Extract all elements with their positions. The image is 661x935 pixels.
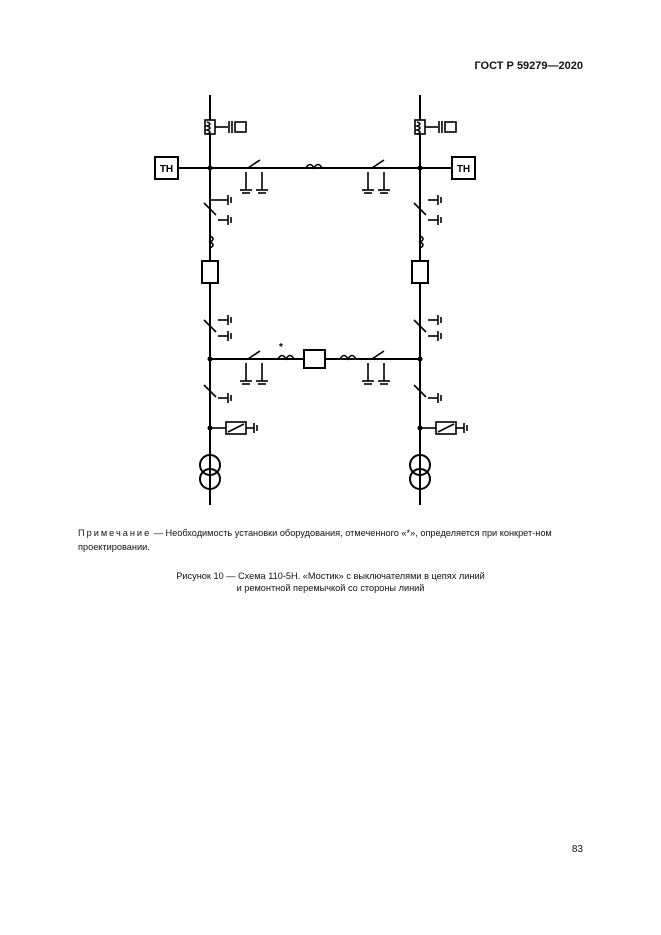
asterisk-mark: *: [279, 342, 283, 353]
vt-right-label: ТН: [456, 164, 471, 175]
note-paragraph: [78, 526, 583, 554]
breaker-right: [412, 261, 428, 283]
hf-filter-left: [235, 122, 246, 132]
repair-jumper-breaker: [304, 350, 325, 368]
document-header: ГОСТ Р 59279—2020: [474, 60, 583, 72]
vt-left-label: ТН: [159, 164, 174, 175]
note-text: — Необходимость установки оборудования, отмеченного «*», определяется при конкрет-ном проектировании.: [78, 528, 552, 552]
page-number: 83: [571, 844, 583, 855]
caption-line-2: и ремонтной перемычкой со стороны линий: [236, 582, 425, 593]
note-lead: Примечание: [78, 528, 152, 538]
figure-caption: [0, 571, 661, 594]
caption-line-1: Рисунок 10 — Схема 110-5Н. «Мостик» с выключателями в цепях линий: [176, 571, 485, 581]
hf-filter-right: [445, 122, 456, 132]
breaker-left: [202, 261, 218, 283]
